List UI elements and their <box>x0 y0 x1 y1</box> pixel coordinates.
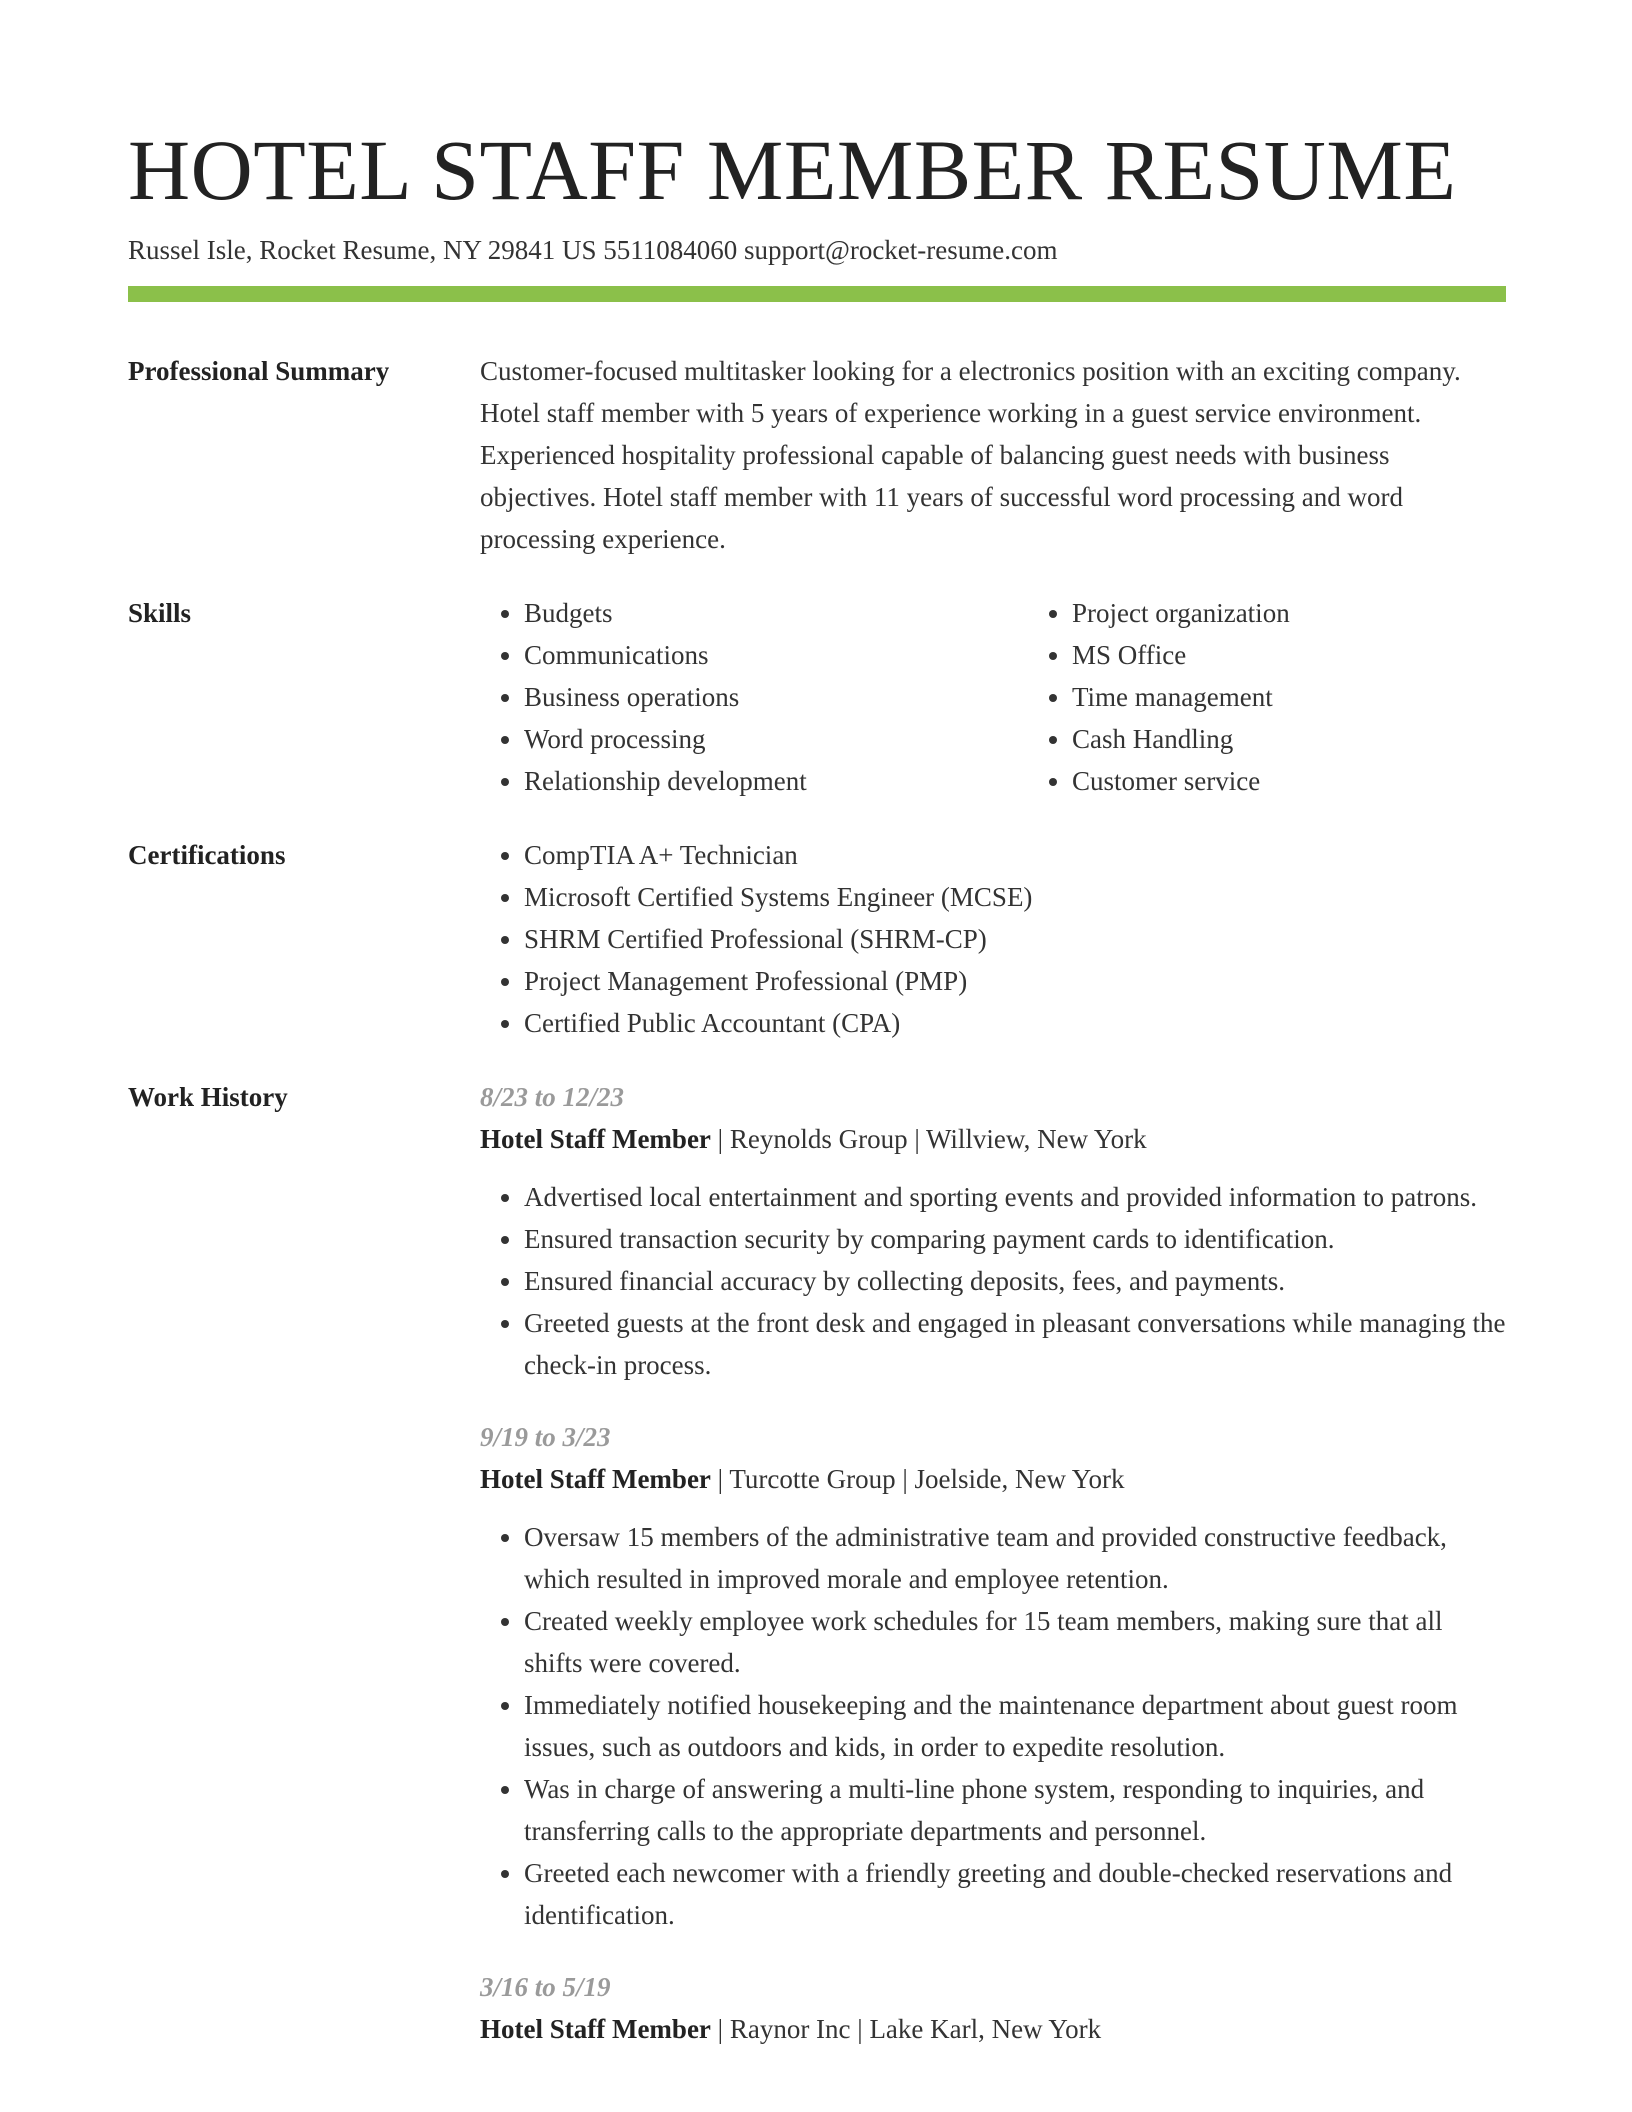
contact-email: support@rocket-resume.com <box>743 235 1058 265</box>
skill-item: • Communications <box>524 634 1028 676</box>
job-bullets <box>480 1516 1506 1936</box>
summary-section <box>128 350 1506 560</box>
contact-phone: 5511084060 <box>603 235 738 265</box>
work-history-body <box>480 1076 1506 2080</box>
job-bullet: • Ensured transaction security by comparing payment cards to identification. <box>524 1218 1506 1260</box>
skill-item: • Budgets <box>524 592 1028 634</box>
contact-address: Russel Isle, Rocket Resume, NY 29841 US <box>128 235 597 265</box>
job-title: Hotel Staff Member <box>480 2014 711 2044</box>
certifications-body <box>480 834 1506 1044</box>
job-bullet: • Oversaw 15 members of the administrative team and provided constructive feedback, which resulted in improved morale and employee retention. <box>524 1516 1506 1600</box>
job-dates: 8/23 to 12/23 <box>480 1082 625 1112</box>
job-entry <box>480 1076 1506 1386</box>
skill-item: • Customer service <box>1072 760 1506 802</box>
skills-list-right <box>1028 592 1506 802</box>
resume-title: HOTEL STAFF MEMBER RESUME <box>128 122 1457 218</box>
skill-item: • Business operations <box>524 676 1028 718</box>
job-bullet: • Advertised local entertainment and sporting events and provided information to patrons. <box>524 1176 1506 1218</box>
summary-body <box>480 350 1506 560</box>
skill-item: • Project organization <box>1072 592 1506 634</box>
job-bullet: • Greeted guests at the front desk and engaged in pleasant conversations while managing the check-in process. <box>524 1302 1506 1386</box>
job-details: | Raynor Inc | Lake Karl, New York <box>710 2014 1102 2044</box>
job-details: | Reynolds Group | Willview, New York <box>710 1124 1147 1154</box>
skill-item: • Cash Handling <box>1072 718 1506 760</box>
certifications-heading: Certifications <box>128 840 286 870</box>
summary-heading: Professional Summary <box>128 356 390 386</box>
header-divider <box>128 286 1506 302</box>
job-bullet: • Greeted each newcomer with a friendly greeting and double-checked reservations and identification. <box>524 1852 1506 1936</box>
skills-section <box>128 592 1506 802</box>
certification-item: • Certified Public Accountant (CPA) <box>524 1002 1506 1044</box>
job-bullet: • Created weekly employee work schedules for 15 team members, making sure that all shifts were covered. <box>524 1600 1506 1684</box>
job-entry <box>480 1416 1506 1936</box>
certifications-section <box>128 834 1506 1044</box>
job-bullet: • Ensured financial accuracy by collecting deposits, fees, and payments. <box>524 1260 1506 1302</box>
job-details: | Turcotte Group | Joelside, New York <box>710 1464 1125 1494</box>
skills-body <box>480 592 1506 802</box>
summary-text: Customer-focused multitasker looking for a electronics position with an exciting company. Hotel staff member with 5 years of experience working in a guest service environment. Experienced hospitality professional capable of balancing guest needs with business objectives. Hotel staff member with 11 years of successful word processing and word processing experience. <box>480 356 1461 554</box>
skills-heading: Skills <box>128 598 192 628</box>
certification-item: • SHRM Certified Professional (SHRM-CP) <box>524 918 1506 960</box>
certifications-list <box>480 834 1506 1044</box>
job-bullet: • Was in charge of answering a multi-line phone system, responding to inquiries, and transferring calls to the appropriate departments and personnel. <box>524 1768 1506 1852</box>
skill-item: • Relationship development <box>524 760 1028 802</box>
skills-list-left <box>480 592 1028 802</box>
work-history-section <box>128 1076 1506 2080</box>
skill-item: • MS Office <box>1072 634 1506 676</box>
skill-item: • Time management <box>1072 676 1506 718</box>
job-heading <box>480 2008 1506 2050</box>
certification-item: • Microsoft Certified Systems Engineer (MCSE) <box>524 876 1506 918</box>
job-dates: 9/19 to 3/23 <box>480 1422 611 1452</box>
skill-item: • Word processing <box>524 718 1028 760</box>
job-bullet: • Immediately notified housekeeping and the maintenance department about guest room issues, such as outdoors and kids, in order to expedite resolution. <box>524 1684 1506 1768</box>
certification-item: • Project Management Professional (PMP) <box>524 960 1506 1002</box>
job-dates: 3/16 to 5/19 <box>480 1972 611 2002</box>
job-title: Hotel Staff Member <box>480 1124 711 1154</box>
job-entry <box>480 1966 1506 2050</box>
job-title: Hotel Staff Member <box>480 1464 711 1494</box>
work-history-heading: Work History <box>128 1082 288 1112</box>
certification-item: • CompTIA A+ Technician <box>524 834 1506 876</box>
job-heading <box>480 1458 1506 1500</box>
job-heading <box>480 1118 1506 1160</box>
contact-line <box>128 232 1058 268</box>
resume-content <box>128 350 1506 2112</box>
job-bullets <box>480 1176 1506 1386</box>
